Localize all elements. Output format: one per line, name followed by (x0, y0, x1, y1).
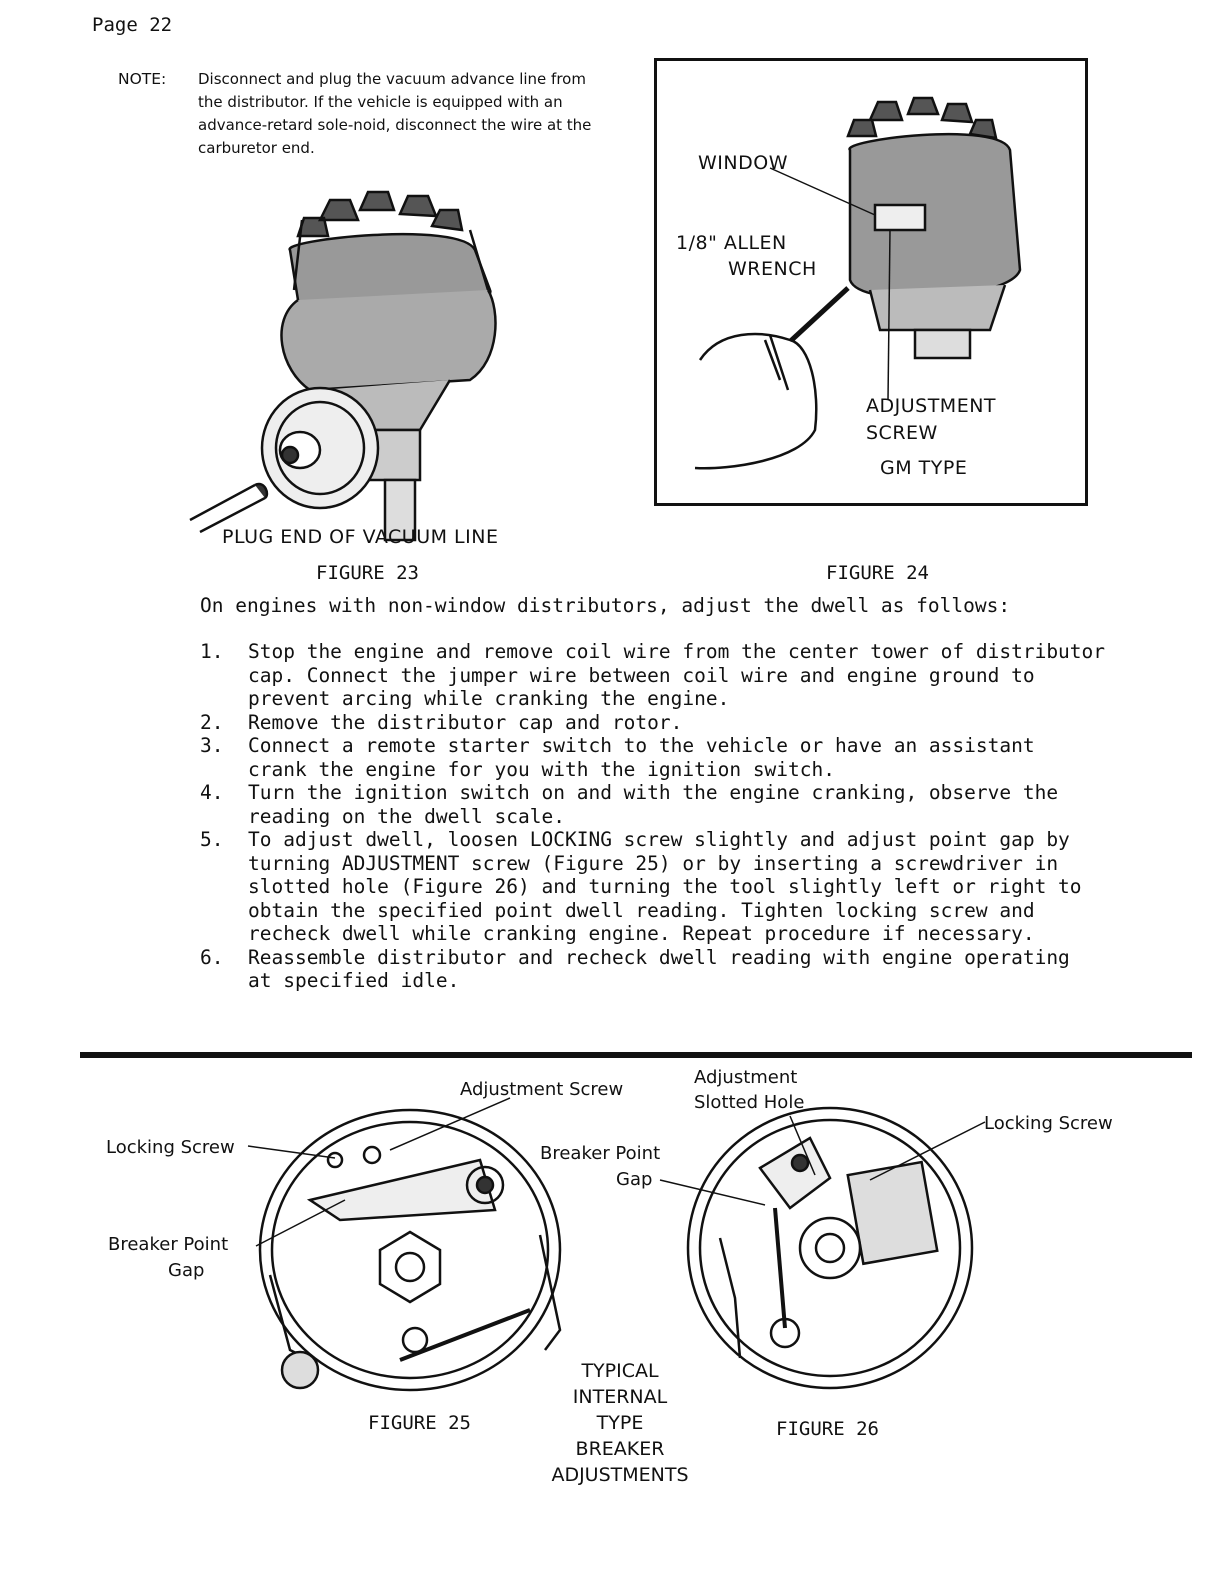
figure-26-locking-screw-label: Locking Screw (984, 1113, 1113, 1134)
step-number: 6. (200, 945, 224, 969)
step-2 (200, 711, 1160, 735)
page-number: Page 22 (92, 14, 173, 36)
breaker-adjustments-title (520, 1358, 720, 1488)
step-5 (200, 828, 1160, 946)
figure-25-adjustment-screw-label: Adjustment Screw (460, 1079, 624, 1100)
procedure-steps (200, 640, 1160, 993)
figure-24-adjust-label-1: ADJUSTMENT (866, 395, 997, 417)
figure-24-type-label: GM TYPE (880, 457, 968, 479)
step-number: 2. (200, 710, 224, 734)
note-text: Disconnect and plug the vacuum advance line from the distributor. If the vehicle is equipped with an advance-retard sole-noid, disconnect the wire at the carburetor end. (198, 70, 592, 157)
step-line: at specified idle. (248, 969, 460, 992)
step-line: recheck dwell while cranking engine. Repeat procedure if necessary. (248, 922, 1035, 945)
step-line: To adjust dwell, loosen LOCKING screw slightly and adjust point gap by (248, 828, 1070, 851)
step-line: cap. Connect the jumper wire between coil wire and engine ground to (248, 663, 1035, 687)
title-line: INTERNAL (572, 1386, 668, 1408)
step-line: crank the engine for you with the ignition switch. (248, 757, 835, 781)
step-4 (200, 781, 1160, 828)
step-number: 4. (200, 781, 224, 804)
step-line: Stop the engine and remove coil wire from the center tower of distributor (248, 640, 1106, 663)
figure-24-window-label: WINDOW (698, 152, 788, 174)
figure-25-caption: FIGURE 25 (368, 1412, 471, 1434)
step-number: 5. (200, 828, 224, 851)
step-6 (200, 946, 1160, 993)
step-1 (200, 640, 1160, 711)
figure-26-leader-lines (0, 1080, 1222, 1280)
figure-26-breaker-gap-label-2: Gap (616, 1169, 653, 1190)
figure-26-slotted-label-1: Adjustment (694, 1067, 798, 1088)
step-number: 3. (200, 734, 224, 757)
step-line: Connect a remote starter switch to the vehicle or have an assistant (248, 734, 1035, 757)
figure-26-breaker-gap-label-1: Breaker Point (540, 1143, 661, 1164)
step-number: 1. (200, 640, 224, 663)
title-line: BREAKER (575, 1438, 665, 1460)
figure-25-breaker-gap-label-2: Gap (168, 1260, 205, 1281)
title-line: ADJUSTMENTS (551, 1464, 689, 1486)
title-line: TYPICAL (581, 1360, 659, 1382)
figure-23-illustration (170, 180, 540, 550)
figure-24-adjust-label-2: SCREW (866, 422, 938, 444)
title-line: TYPE (596, 1412, 644, 1434)
step-line: prevent arcing while cranking the engine. (248, 687, 730, 710)
figure-26-caption: FIGURE 26 (776, 1418, 879, 1440)
step-3 (200, 734, 1160, 781)
step-line: obtain the specified point dwell reading. Tighten locking screw and (248, 898, 1035, 922)
note-label: NOTE: (118, 70, 167, 88)
figure-24-allen-label-2: WRENCH (728, 258, 817, 280)
step-line: Turn the ignition switch on and with the engine cranking, observe the (248, 781, 1059, 804)
section-divider (80, 1052, 1192, 1058)
figure-24-caption: FIGURE 24 (826, 562, 929, 584)
figure-24-allen-label-1: 1/8" ALLEN (676, 232, 787, 254)
step-line: reading on the dwell scale. (248, 804, 565, 828)
figure-23-plug-label: PLUG END OF VACUUM LINE (222, 526, 499, 548)
step-line: Reassemble distributor and recheck dwell reading with engine operating (248, 945, 1070, 969)
figure-25-breaker-gap-label-1: Breaker Point (108, 1234, 229, 1255)
figure-23-caption: FIGURE 23 (316, 562, 419, 584)
step-line: slotted hole (Figure 26) and turning the tool slightly left or right to (248, 875, 1082, 898)
step-line: turning ADJUSTMENT screw (Figure 25) or by inserting a screwdriver in (248, 851, 1059, 875)
step-line: Remove the distributor cap and rotor. (248, 710, 683, 734)
figure-26-slotted-label-2: Slotted Hole (694, 1092, 805, 1113)
procedure-intro: On engines with non-window distributors, adjust the dwell as follows: (200, 594, 1011, 617)
figure-25-locking-screw-label: Locking Screw (106, 1137, 235, 1158)
